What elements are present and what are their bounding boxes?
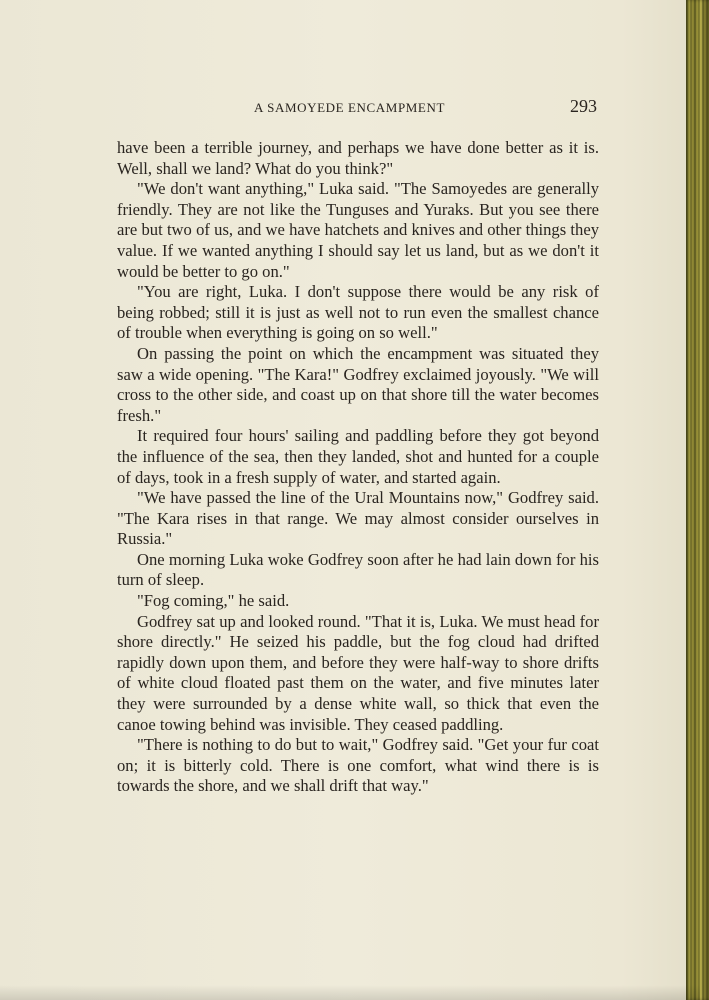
- paragraph: Godfrey sat up and looked round. "That it is, Luka. We must head for shore directly." He seized his paddle, but the fog cloud had drifted rapidly down upon them, and before they were half-way to shore drifts of white cloud floated past them on the water, and five minutes later they were surrounded by a dense white wall, so thick that even the canoe towing behind was invisible. They ceased paddling.: [117, 611, 599, 734]
- body-text: [117, 138, 599, 797]
- book-binding-edge: [686, 0, 709, 1000]
- paragraph: It required four hours' sailing and paddling before they got beyond the influence of the sea, then they landed, shot and hunted for a couple of days, took in a fresh supply of water, and started again.: [117, 426, 599, 487]
- running-head: A SAMOYEDE ENCAMPMENT: [254, 100, 446, 115]
- paragraph: "There is nothing to do but to wait," Godfrey said. "Get your fur coat on; it is bitterly cold. There is one comfort, what wind there is is towards the shore, and we shall drift that way.": [117, 735, 599, 796]
- page-bottom-shadow: [0, 985, 700, 1000]
- paragraph: have been a terrible journey, and perhaps we have done better as it is. Well, shall we land? What do you think?": [117, 138, 599, 178]
- paragraph: "You are right, Luka. I don't suppose there would be any risk of being robbed; still it is just as well not to run even the smallest chance of trouble when everything is going on so well.": [117, 282, 599, 343]
- page-number: 293: [570, 96, 597, 116]
- paragraph: "We have passed the line of the Ural Mountains now," Godfrey said. "The Kara rises in that range. We may almost consider ourselves in Russia.": [117, 488, 599, 549]
- page-header: [117, 96, 597, 120]
- paragraph: One morning Luka woke Godfrey soon after he had lain down for his turn of sleep.: [117, 549, 599, 590]
- paragraph: "We don't want anything," Luka said. "The Samoyedes are generally friendly. They are not like the Tunguses and Yuraks. But you see there are but two of us, and we have hatchets and knives and other things they value. If we wanted anything I should say let us land, but as we don't it would be better to go on.": [117, 179, 599, 281]
- paragraph: On passing the point on which the encampment was situated they saw a wide opening. "The Kara!" Godfrey exclaimed joyously. "We will cross to the other side, and coast up on that shore till the water becomes fresh.": [117, 343, 599, 425]
- paragraph: "Fog coming," he said.: [137, 591, 290, 611]
